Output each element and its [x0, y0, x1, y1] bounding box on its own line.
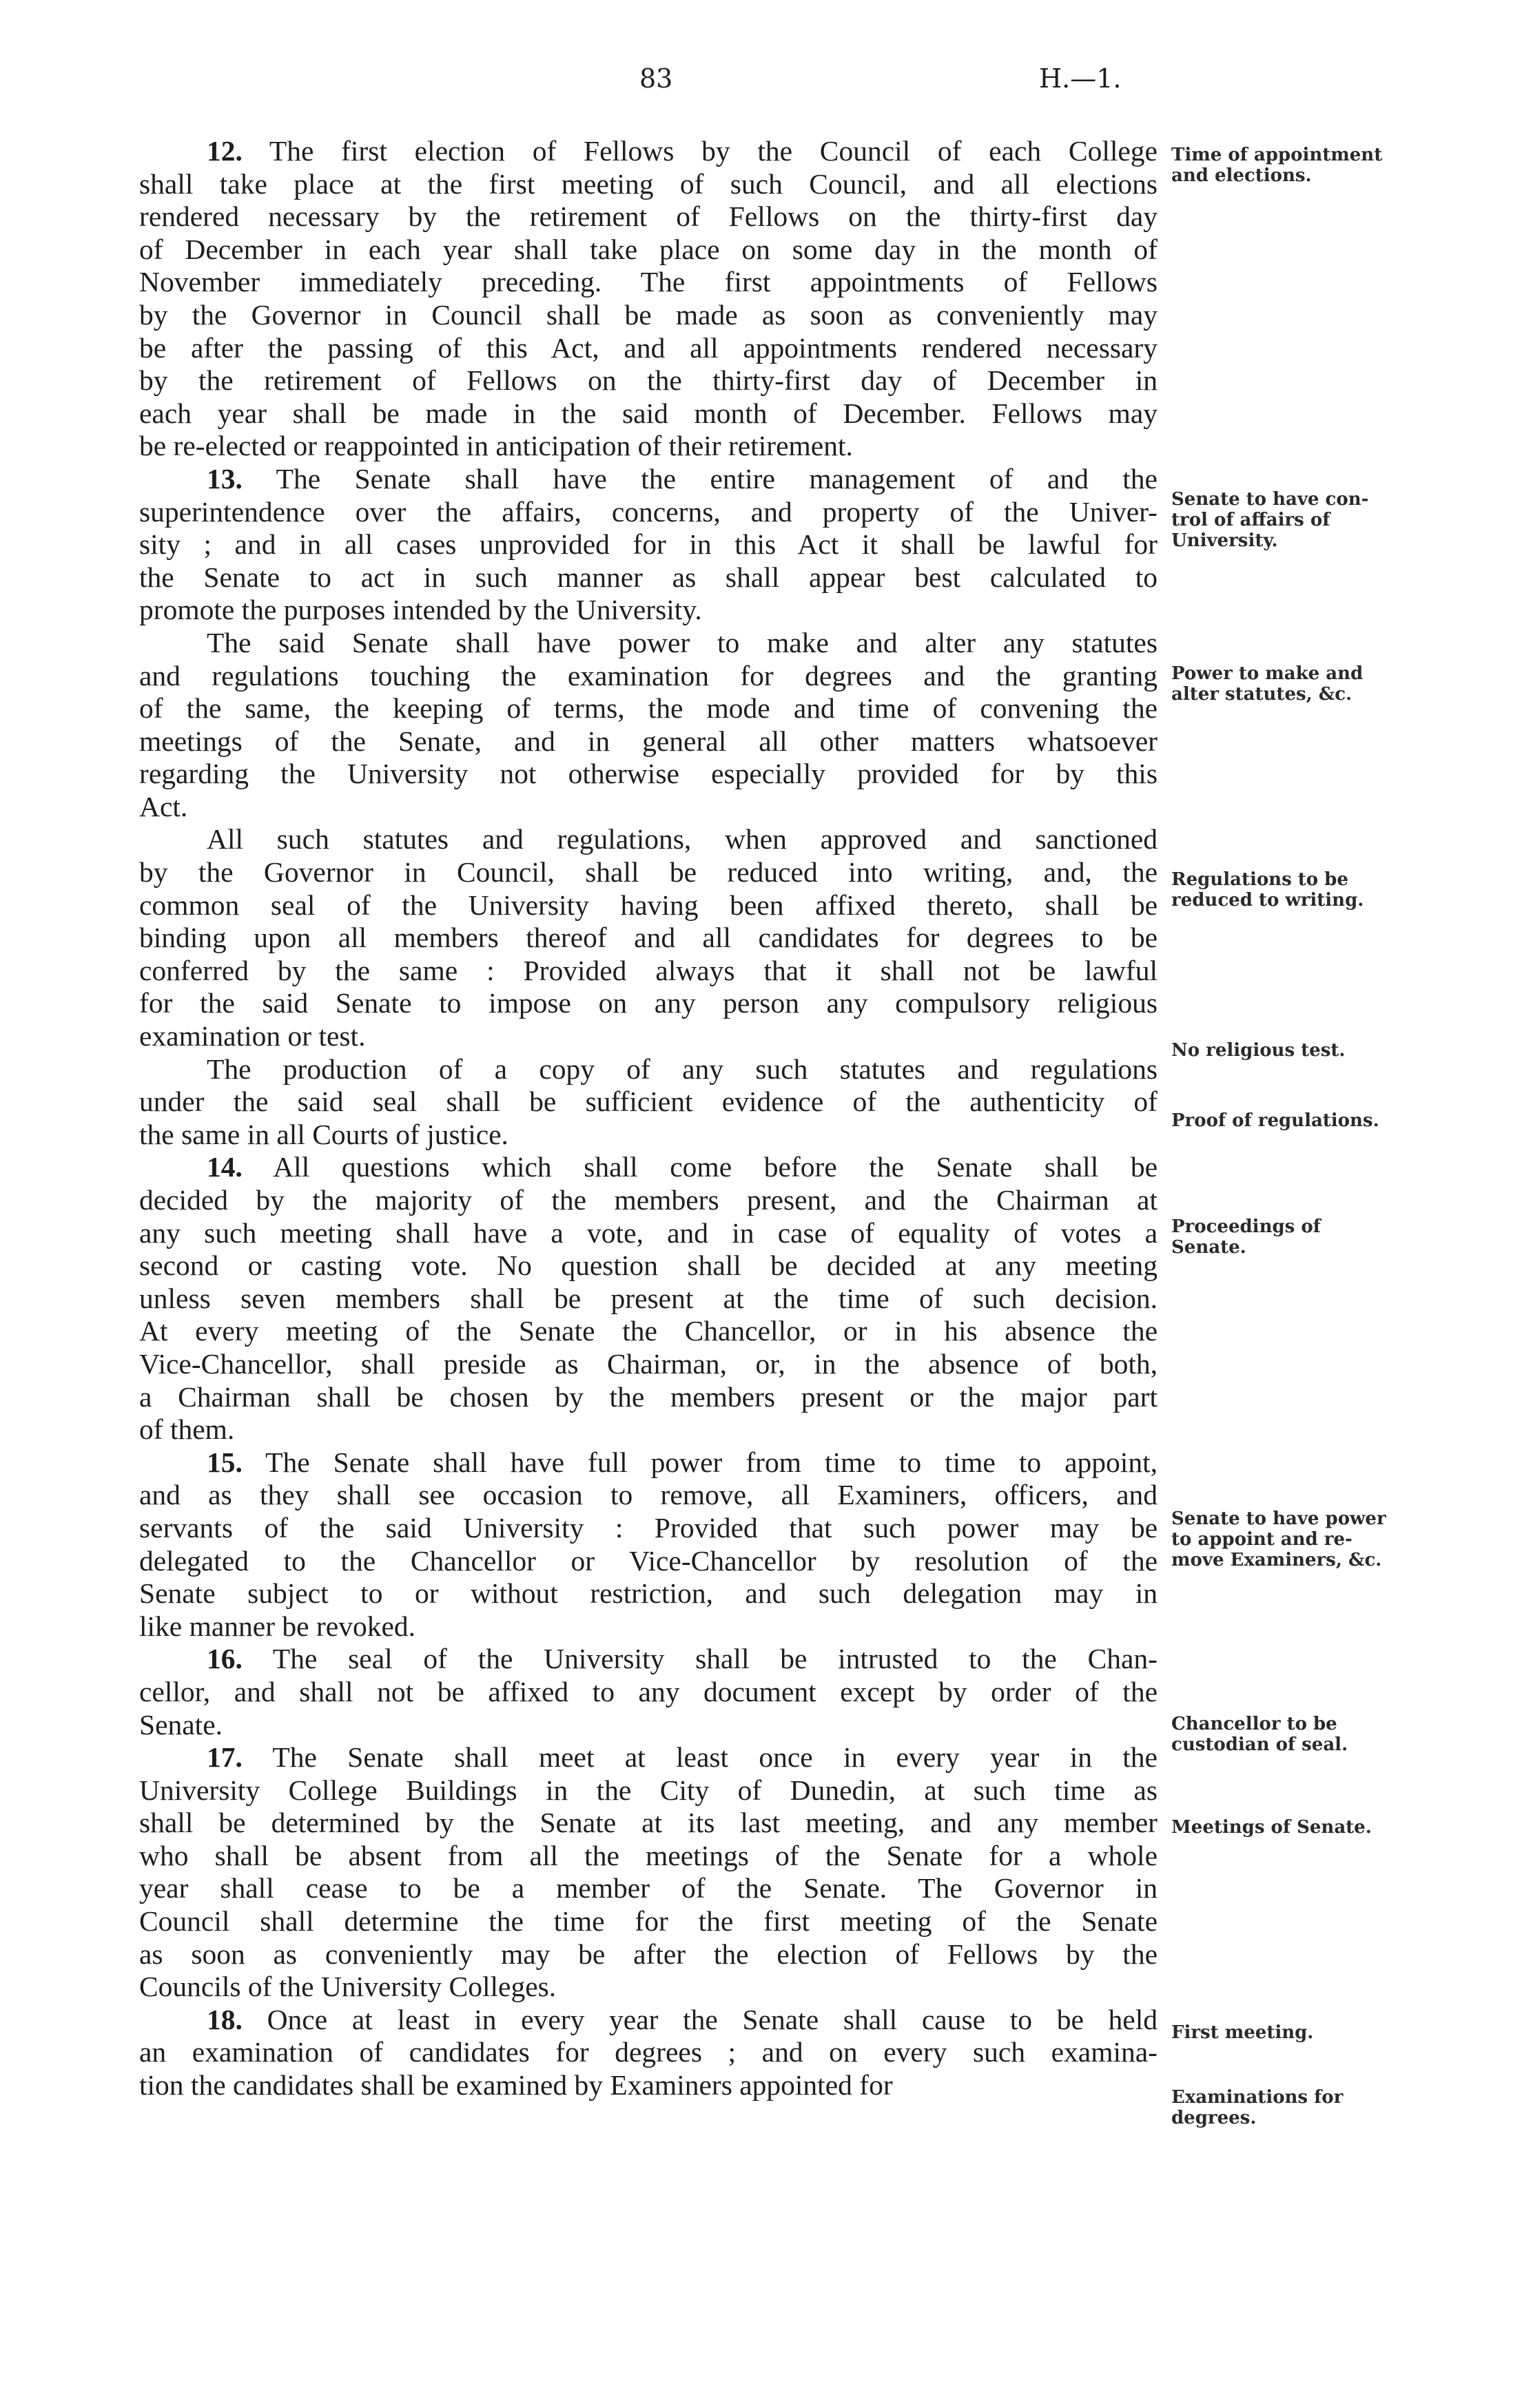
line-text: and regulations touching the examination for degrees and the granting	[139, 659, 1158, 692]
text-line	[139, 2069, 1158, 2102]
text-line	[139, 266, 1158, 299]
line-text: Vice-Chancellor, shall preside as Chairman, or, in the absence of both,	[139, 1347, 1158, 1380]
text-line	[139, 1348, 1158, 1381]
line-text: common seal of the University having been affixed thereto, shall be	[139, 889, 1158, 921]
text-line	[139, 2036, 1158, 2069]
line-text: cellor, and shall not be affixed to any document except by order of the	[139, 1675, 1158, 1708]
text-line	[139, 955, 1158, 988]
margin-note-line: custodian of seal.	[1171, 1734, 1348, 1755]
text-line	[139, 594, 1158, 627]
line-text: The seal of the University shall be intrusted to the Chan-	[272, 1643, 1158, 1675]
paragraph-section-17	[139, 1741, 1158, 2004]
line-text: The production of a copy of any such statutes and regulations	[207, 1052, 1158, 1085]
margin-note	[1171, 2022, 1313, 2043]
section-number: 14.	[207, 1151, 243, 1183]
line-text: regarding the University not otherwise especially provided for by this	[139, 758, 1158, 790]
section-number: 15.	[207, 1446, 243, 1478]
text-line	[139, 1905, 1158, 1938]
line-text: tion the candidates shall be examined by Examiners appointed for	[139, 2069, 893, 2101]
text-line	[139, 758, 1158, 791]
margin-note-line: move Examiners, &c.	[1171, 1550, 1382, 1570]
text-line	[139, 1053, 1158, 1086]
margin-note	[1171, 1040, 1345, 1061]
line-text: be re-elected or reappointed in anticipation of their retirement.	[139, 430, 853, 462]
line-text: by the Governor in Council shall be made as soon as conveniently may	[139, 298, 1158, 331]
page-header	[0, 63, 1522, 105]
margin-note-line: First meeting.	[1171, 2022, 1314, 2043]
line-text: unless seven members shall be present at the time of such decision.	[139, 1282, 1158, 1314]
margin-note	[1171, 663, 1363, 705]
line-text: any such meeting shall have a vote, and in case of equality of votes a	[139, 1216, 1158, 1249]
line-text: conferred by the same : Provided always that it shall not be lawful	[139, 954, 1158, 986]
line-text: and as they shall see occasion to remove, all Examiners, officers, and	[139, 1479, 1158, 1511]
margin-note	[1171, 489, 1368, 551]
margin-note-line: Proceedings of	[1171, 1216, 1321, 1237]
section-number: 17.	[207, 1741, 243, 1774]
text-line	[139, 1217, 1158, 1250]
margin-note-line: University.	[1171, 530, 1278, 551]
text-line	[139, 1741, 1158, 1774]
text-line	[139, 1479, 1158, 1512]
text-line	[139, 1381, 1158, 1414]
line-text: meetings of the Senate, and in general all other matters whatsoever	[139, 725, 1158, 757]
margin-note	[1171, 2087, 1343, 2128]
paragraph-section-13	[139, 463, 1158, 627]
line-text: under the said seal shall be sufficient evidence of the authenticity of	[139, 1086, 1158, 1118]
text-line	[139, 1151, 1158, 1184]
margin-note	[1171, 1110, 1379, 1131]
text-line	[139, 332, 1158, 365]
text-line	[139, 1283, 1158, 1316]
line-text: the Senate to act in such manner as shall appear best calculated to	[139, 561, 1158, 593]
margin-note-line: alter statutes, &c.	[1171, 684, 1353, 705]
section-number: 12.	[207, 135, 243, 167]
line-text: each year shall be made in the said month of December. Fellows may	[139, 397, 1158, 429]
line-text: binding upon all members thereof and all candidates for degrees to be	[139, 922, 1158, 954]
line-text: Council shall determine the time for the first meeting of the Senate	[139, 1905, 1158, 1938]
text-line	[139, 627, 1158, 660]
text-line	[139, 1020, 1158, 1053]
text-line	[139, 1315, 1158, 1348]
text-line	[139, 1774, 1158, 1807]
line-text: shall take place at the first meeting of such Council, and all elections	[139, 167, 1158, 200]
margin-note	[1171, 145, 1382, 186]
margin-note-line: Senate to have power	[1171, 1508, 1386, 1529]
text-line	[139, 922, 1158, 955]
margin-note-line: and elections.	[1171, 165, 1312, 186]
margin-note-line: Time of appointment	[1171, 145, 1383, 165]
text-line	[139, 233, 1158, 267]
paragraph-section-14	[139, 1151, 1158, 1446]
line-text: by the retirement of Fellows on the thirty-first day of December in	[139, 364, 1158, 397]
text-line	[139, 200, 1158, 233]
margin-note-line: reduced to writing.	[1171, 890, 1364, 911]
text-line	[139, 1872, 1158, 1905]
paragraph-section-16	[139, 1643, 1158, 1741]
text-line	[139, 1249, 1158, 1283]
line-text: At every meeting of the Senate the Chancellor, or in his absence the	[139, 1315, 1158, 1347]
margin-note-line: Power to make and	[1171, 663, 1364, 684]
body-text-column	[139, 135, 1158, 2102]
margin-note-line: to appoint and re-	[1171, 1529, 1353, 1550]
margin-note-line: No religious test.	[1171, 1040, 1346, 1061]
line-text: delegated to the Chancellor or Vice-Chancellor by resolution of the	[139, 1544, 1158, 1577]
paragraph-section-18	[139, 2004, 1158, 2102]
line-text: All such statutes and regulations, when approved and sanctioned	[207, 823, 1158, 855]
text-line	[139, 1119, 1158, 1152]
text-line	[139, 1446, 1158, 1480]
line-text: The first election of Fellows by the Council of each College	[269, 135, 1158, 167]
margin-note-line: Senate to have con-	[1171, 489, 1369, 510]
text-line	[139, 725, 1158, 758]
margin-note-line: degrees.	[1171, 2108, 1257, 2128]
line-text: Once at least in every year the Senate shall cause to be held	[267, 2003, 1158, 2035]
text-line	[139, 1184, 1158, 1217]
line-text: a Chairman shall be chosen by the members present or the major part	[139, 1380, 1158, 1413]
line-text: who shall be absent from all the meetings of the Senate for a whole	[139, 1839, 1158, 1871]
line-text: Senate.	[139, 1708, 223, 1741]
text-line	[139, 528, 1158, 561]
margin-note-line: trol of affairs of	[1171, 510, 1330, 530]
text-line	[139, 496, 1158, 529]
line-text: Senate subject to or without restriction, and such delegation may in	[139, 1577, 1158, 1610]
margin-note-line: Proof of regulations.	[1171, 1110, 1379, 1131]
text-line	[139, 299, 1158, 332]
document-reference: H.—1.	[1039, 63, 1122, 94]
text-line	[139, 791, 1158, 824]
line-text: superintendence over the affairs, concerns, and property of the Univer-	[139, 495, 1158, 528]
line-text: be after the passing of this Act, and all appointments rendered necessary	[139, 331, 1158, 364]
text-line	[139, 823, 1158, 856]
text-line	[139, 561, 1158, 594]
margin-note-line: Regulations to be	[1171, 869, 1348, 890]
paragraph-section-15	[139, 1446, 1158, 1643]
text-line	[139, 889, 1158, 922]
line-text: of the same, the keeping of terms, the mode and time of convening the	[139, 692, 1158, 725]
line-text: University College Buildings in the City of Dunedin, at such time as	[139, 1774, 1158, 1806]
margin-note-line: Senate.	[1171, 1237, 1246, 1258]
text-line	[139, 135, 1158, 168]
line-text: an examination of candidates for degrees ; and on every such examina-	[139, 2036, 1158, 2068]
line-text: as soon as conveniently may be after the election of Fellows by the	[139, 1938, 1158, 1970]
text-line	[139, 1643, 1158, 1676]
line-text: shall be determined by the Senate at its last meeting, and any member	[139, 1807, 1158, 1839]
page-number: 83	[639, 63, 673, 94]
text-line	[139, 987, 1158, 1020]
text-line	[139, 364, 1158, 397]
margin-note	[1171, 1216, 1321, 1258]
line-text: The said Senate shall have power to make and alter any statutes	[207, 626, 1158, 658]
line-text: decided by the majority of the members present, and the Chairman at	[139, 1184, 1158, 1216]
text-line	[139, 1577, 1158, 1610]
text-line	[139, 397, 1158, 430]
text-line	[139, 1610, 1158, 1643]
text-line	[139, 692, 1158, 725]
text-line	[139, 463, 1158, 496]
margin-note-line: Chancellor to be	[1171, 1714, 1337, 1734]
line-text: The Senate shall meet at least once in every year in the	[272, 1741, 1158, 1774]
paragraph	[139, 627, 1158, 824]
line-text: Act.	[139, 790, 188, 822]
text-line	[139, 1413, 1158, 1446]
line-text: November immediately preceding. The first appointments of Fellows	[139, 266, 1158, 298]
text-line	[139, 1807, 1158, 1840]
text-line	[139, 2004, 1158, 2037]
paragraph-section-12	[139, 135, 1158, 463]
line-text: sity ; and in all cases unprovided for in this Act it shall be lawful for	[139, 528, 1158, 561]
text-line	[139, 1545, 1158, 1578]
section-number: 16.	[207, 1643, 243, 1675]
line-text: The Senate shall have the entire management of and the	[276, 462, 1158, 495]
line-text: of December in each year shall take place on some day in the month of	[139, 233, 1158, 265]
text-line	[139, 1971, 1158, 2004]
line-text: Councils of the University Colleges.	[139, 1971, 557, 2003]
line-text: second or casting vote. No question shall be decided at any meeting	[139, 1249, 1158, 1282]
line-text: All questions which shall come before the Senate shall be	[273, 1151, 1158, 1183]
text-line	[139, 1840, 1158, 1873]
text-line	[139, 168, 1158, 201]
section-number: 18.	[207, 2003, 243, 2035]
margin-note	[1171, 869, 1364, 911]
line-text: like manner be revoked.	[139, 1610, 415, 1642]
line-text: year shall cease to be a member of the Senate. The Governor in	[139, 1872, 1158, 1904]
section-number: 13.	[207, 462, 243, 495]
margin-note	[1171, 1714, 1348, 1755]
line-text: The Senate shall have full power from time to time to appoint,	[265, 1446, 1158, 1478]
text-line	[139, 1938, 1158, 1971]
text-line	[139, 1676, 1158, 1709]
line-text: examination or test.	[139, 1020, 366, 1052]
text-line	[139, 1086, 1158, 1119]
line-text: rendered necessary by the retirement of Fellows on the thirty-first day	[139, 200, 1158, 233]
paragraph	[139, 1053, 1158, 1152]
text-line	[139, 430, 1158, 463]
margin-note-line: Examinations for	[1171, 2087, 1344, 2108]
margin-note-line: Meetings of Senate.	[1171, 1817, 1372, 1838]
line-text: promote the purposes intended by the University.	[139, 594, 702, 626]
text-line	[139, 856, 1158, 889]
paragraph	[139, 823, 1158, 1052]
line-text: for the said Senate to impose on any person any compulsory religious	[139, 987, 1158, 1019]
text-line	[139, 1709, 1158, 1742]
margin-note	[1171, 1817, 1372, 1838]
text-line	[139, 660, 1158, 693]
line-text: servants of the said University : Provided that such power may be	[139, 1511, 1158, 1544]
margin-note	[1171, 1508, 1386, 1570]
line-text: of them.	[139, 1413, 235, 1446]
text-line	[139, 1512, 1158, 1545]
line-text: by the Governor in Council, shall be reduced into writing, and, the	[139, 856, 1158, 889]
line-text: the same in all Courts of justice.	[139, 1118, 508, 1150]
